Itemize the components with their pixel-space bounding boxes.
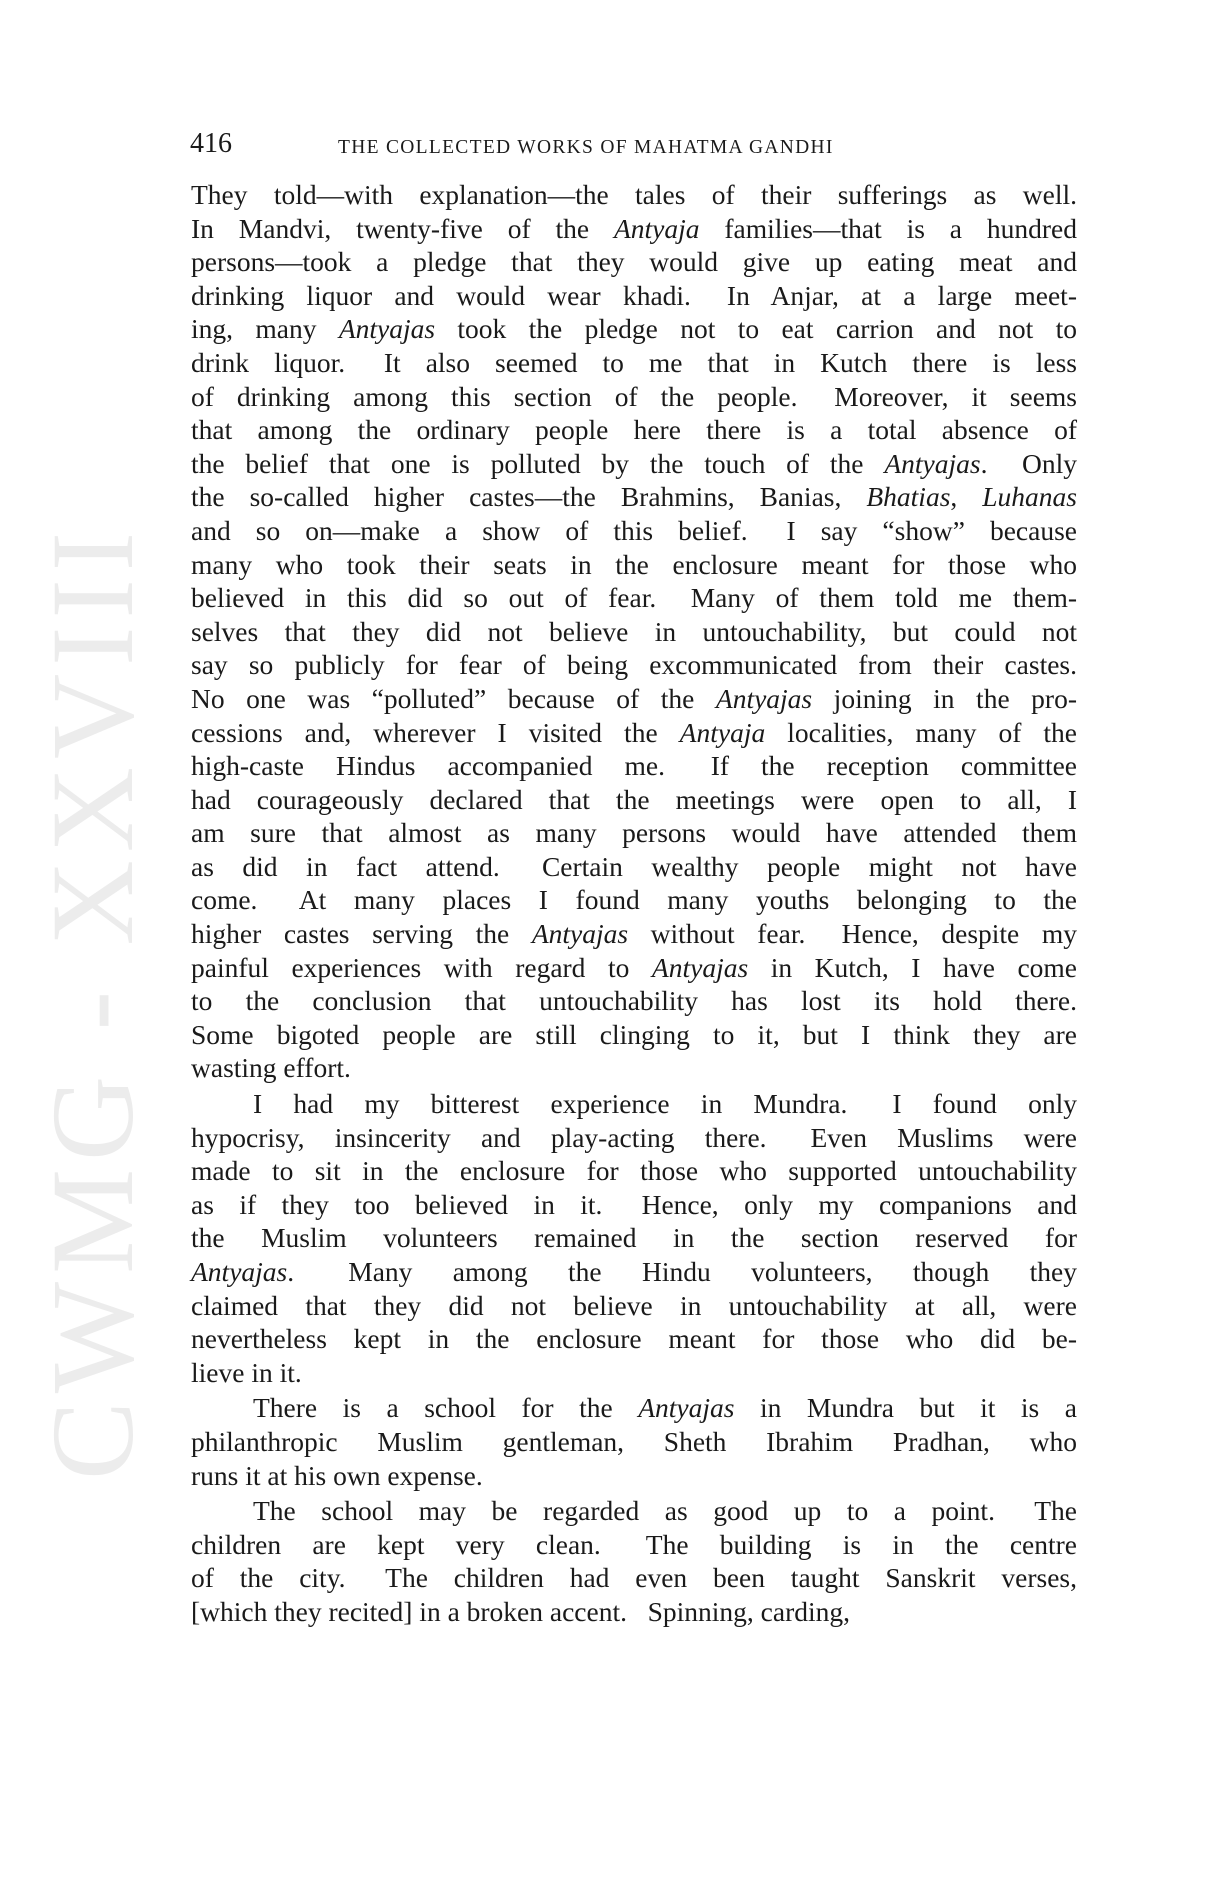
text-segment: of the city. The children had even been taught Sanskrit verses, [191, 1562, 1077, 1594]
text-line [191, 1221, 1077, 1255]
text-line [191, 1255, 1077, 1289]
body-text [191, 178, 1077, 1629]
text-segment: In Mandvi, twenty-five of the [191, 212, 614, 244]
text-segment: joining in the pro- [812, 682, 1077, 714]
text-segment: , [950, 481, 983, 513]
text-segment: ing, many [191, 313, 339, 345]
text-line [191, 1322, 1077, 1356]
italic-term: Luhanas [982, 481, 1078, 513]
text-line [191, 1459, 1077, 1493]
text-segment: of drinking among this section of the people. Moreover, it seems [191, 380, 1077, 412]
text-line [191, 682, 1077, 716]
text-segment: lieve in it. [191, 1356, 302, 1388]
text-line [191, 1121, 1077, 1155]
text-line [191, 178, 1077, 212]
text-line [191, 1561, 1077, 1595]
text-line [191, 480, 1077, 514]
italic-term: Antyajas [191, 1256, 288, 1287]
text-segment: to the conclusion that untouchability has lost its hold there. [191, 985, 1077, 1017]
text-line [191, 413, 1077, 447]
text-line [191, 749, 1077, 783]
text-segment: There is a school for the [253, 1392, 639, 1424]
text-line [191, 212, 1077, 246]
text-segment: the belief that one is polluted by the touch of the [191, 447, 885, 479]
text-segment: that among the ordinary people here there is a total absence of [191, 414, 1077, 446]
text-segment: made to sit in the enclosure for those who supported untouchability [191, 1155, 1077, 1187]
text-segment: Some bigoted people are still clinging to it, but I think they are [191, 1018, 1077, 1050]
text-segment: philanthropic Muslim gentleman, Sheth Ibrahim Pradhan, who [191, 1425, 1077, 1457]
text-line [191, 648, 1077, 682]
text-segment: . Many among the Hindu volunteers, though they [287, 1256, 1077, 1287]
text-line [191, 850, 1077, 884]
text-line [191, 883, 1077, 917]
running-title: THE COLLECTED WORKS OF MAHATMA GANDHI [338, 137, 834, 158]
text-line [191, 548, 1077, 582]
text-line [191, 1356, 1077, 1390]
text-line [191, 581, 1077, 615]
text-line [191, 1289, 1077, 1323]
italic-term: Bhatias [866, 481, 951, 513]
text-line [191, 783, 1077, 817]
text-segment: believed in this did so out of fear. Many of them told me them- [191, 582, 1077, 614]
text-line [191, 346, 1077, 380]
text-line [191, 380, 1077, 414]
italic-term: Antyajas [531, 918, 629, 950]
text-segment: The school may be regarded as good up to a point. The [253, 1495, 1077, 1527]
text-line [191, 1051, 1077, 1085]
text-segment: had courageously declared that the meetings were open to all, I [191, 783, 1077, 815]
text-line [191, 1087, 1077, 1121]
text-segment: as did in fact attend. Certain wealthy people might not have [191, 850, 1077, 882]
text-line [191, 1154, 1077, 1188]
text-line [191, 447, 1077, 481]
text-segment: No one was “polluted” because of the [191, 682, 716, 714]
text-segment: . Only [980, 447, 1078, 479]
text-line [191, 951, 1077, 985]
text-segment: wasting effort. [191, 1052, 351, 1084]
text-line [191, 1494, 1077, 1528]
text-segment: [which they recited] in a broken accent. Spinning, carding, [191, 1595, 851, 1627]
text-segment: the so-called higher castes—the Brahmins, Banias, [191, 481, 867, 513]
text-line [191, 1018, 1077, 1052]
text-line [191, 917, 1077, 951]
text-segment: in Mundra but it is a [734, 1392, 1077, 1424]
text-line [191, 984, 1077, 1018]
text-line [191, 1528, 1077, 1562]
text-segment: say so publicly for fear of being excommunicated from their castes. [191, 649, 1077, 681]
text-segment: without fear. Hence, despite my [628, 918, 1077, 950]
text-line [191, 1425, 1077, 1459]
text-segment: localities, many of the [765, 716, 1077, 748]
text-segment: cessions and, wherever I visited the [191, 716, 680, 748]
text-segment: drinking liquor and would wear khadi. In Anjar, at a large meet- [191, 279, 1077, 311]
text-line [191, 1595, 1077, 1629]
text-segment: the Muslim volunteers remained in the section reserved for [191, 1222, 1077, 1254]
text-segment: I had my bitterest experience in Mundra. I found only [253, 1088, 1077, 1120]
text-line [191, 312, 1077, 346]
text-segment: am sure that almost as many persons would have attended them [191, 817, 1077, 849]
text-segment: nevertheless kept in the enclosure meant for those who did be- [191, 1323, 1077, 1355]
text-segment: families—that is a hundred [699, 212, 1077, 244]
text-segment: painful experiences with regard to [191, 951, 652, 983]
text-segment: high-caste Hindus accompanied me. If the reception committee [191, 750, 1077, 782]
watermark: CWMG - XXVIII [27, 523, 158, 1480]
text-segment: hypocrisy, insincerity and play-acting there. Even Muslims were [191, 1121, 1077, 1153]
italic-term: Antyajas [338, 313, 436, 345]
text-segment: many who took their seats in the enclosure meant for those who [191, 548, 1077, 580]
text-segment: runs it at his own expense. [191, 1459, 483, 1491]
text-segment: in Kutch, I have come [748, 951, 1077, 983]
italic-term: Antyajas [715, 682, 813, 714]
text-segment: as if they too believed in it. Hence, only my companions and [191, 1188, 1077, 1220]
italic-term: Antyajas [651, 951, 749, 983]
italic-term: Antyaja [613, 212, 700, 244]
text-line [191, 1188, 1077, 1222]
text-segment: children are kept very clean. The building is in the centre [191, 1528, 1077, 1560]
text-line [191, 816, 1077, 850]
text-segment: drink liquor. It also seemed to me that in Kutch there is less [191, 346, 1077, 378]
text-line [191, 245, 1077, 279]
text-line [191, 279, 1077, 313]
text-segment: took the pledge not to eat carrion and not to [435, 313, 1077, 345]
text-segment: and so on—make a show of this belief. I say “show” because [191, 514, 1077, 546]
text-segment: come. At many places I found many youths belonging to the [191, 884, 1077, 916]
text-segment: persons—took a pledge that they would give up eating meat and [191, 246, 1077, 278]
text-segment: higher castes serving the [191, 918, 532, 950]
italic-term: Antyaja [679, 716, 766, 748]
text-segment: claimed that they did not believe in untouchability at all, were [191, 1289, 1077, 1321]
page-header [190, 128, 1076, 162]
text-line [191, 615, 1077, 649]
text-line [191, 716, 1077, 750]
text-segment: selves that they did not believe in untouchability, but could not [191, 615, 1077, 647]
text-line [191, 514, 1077, 548]
italic-term: Antyajas [884, 447, 981, 479]
text-line [191, 1391, 1077, 1425]
text-segment: They told—with explanation—the tales of their sufferings as well. [191, 179, 1077, 210]
italic-term: Antyajas [638, 1392, 735, 1424]
page-number: 416 [190, 128, 232, 159]
